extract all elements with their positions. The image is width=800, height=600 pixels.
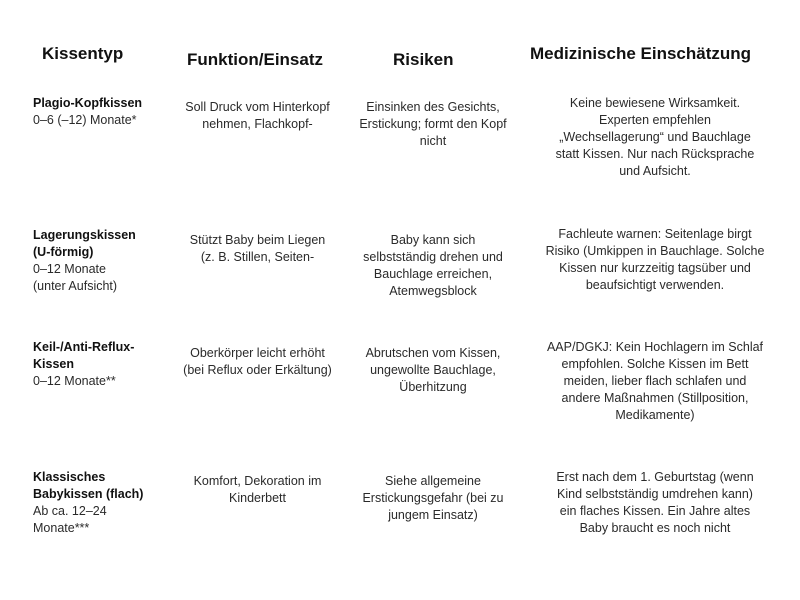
- header-kissentyp: Kissentyp: [42, 44, 124, 63]
- table-row-4-function: Komfort, Dekoration im Kinderbett: [193, 474, 322, 505]
- table-row-4-risks: Siehe allgemeine Erstickungsgefahr (bei zu jungem Einsatz): [362, 474, 504, 522]
- table-row-3-type: [33, 339, 183, 390]
- row-type-name: Lagerungskissen (U-förmig): [33, 228, 136, 259]
- table-row-2-type: [33, 227, 183, 295]
- table-row-2-risks: Baby kann sich selbstständig drehen und Bauchlage erreichen, Atemwegsblock: [363, 233, 503, 298]
- row-type-name: Klassisches Babykissen (flach): [33, 470, 144, 501]
- table-row-2-assessment: Fachleute warnen: Seitenlage birgt Risiko (Umkippen in Bauchlage. Solche Kissen nur kurzzeitig tagsüber und beaufsichtigt verwenden.: [545, 227, 765, 292]
- table-row-1-type: [33, 95, 183, 129]
- row-type-name: Plagio-Kopfkissen: [33, 96, 143, 110]
- table-row-4-assessment: Erst nach dem 1. Geburtstag (wenn Kind selbstständig umdrehen kann) ein flaches Kissen. Ein Jahre altes Baby braucht es noch nicht: [556, 470, 754, 535]
- table-row-4-type: [33, 469, 183, 537]
- table-row-3-function: Oberkörper leicht erhöht (bei Reflux oder Erkältung): [183, 346, 332, 377]
- row-type-age: Ab ca. 12–24 Monate***: [33, 504, 107, 535]
- row-type-name: Keil-/Anti-Reflux- Kissen: [33, 340, 135, 371]
- row-type-age: 0–12 Monate**: [33, 374, 116, 388]
- header-risiken: Risiken: [393, 50, 454, 69]
- header-medizinische-einschaetzung: Medizinische Einschätzung: [530, 44, 752, 63]
- header-funktion: Funktion/Einsatz: [187, 50, 323, 69]
- row-type-age: 0–12 Monate (unter Aufsicht): [33, 262, 118, 293]
- table-row-1-assessment: Keine bewiesene Wirksamkeit. Experten empfehlen „Wechsellagerung“ und Bauchlage statt Kissen. Nur nach Rücksprache und Aufsicht.: [555, 96, 755, 178]
- table-row-3-risks: Abrutschen vom Kissen, ungewollte Bauchlage, Überhitzung: [365, 346, 501, 394]
- table-row-1-function: Soll Druck vom Hinterkopf nehmen, Flachkopf-: [185, 100, 330, 131]
- row-type-age: 0–6 (–12) Monate*: [33, 113, 137, 127]
- table-row-1-risks: Einsinken des Gesichts, Erstickung; formt den Kopf nicht: [359, 100, 507, 148]
- table-row-2-function: Stützt Baby beim Liegen (z. B. Stillen, Seiten-: [189, 233, 326, 264]
- table-row-3-assessment: AAP/DGKJ: Kein Hochlagern im Schlaf empfohlen. Solche Kissen im Bett meiden, lieber flach schlafen und andere Maßnahmen (Stillposition, Medikamente): [546, 340, 764, 422]
